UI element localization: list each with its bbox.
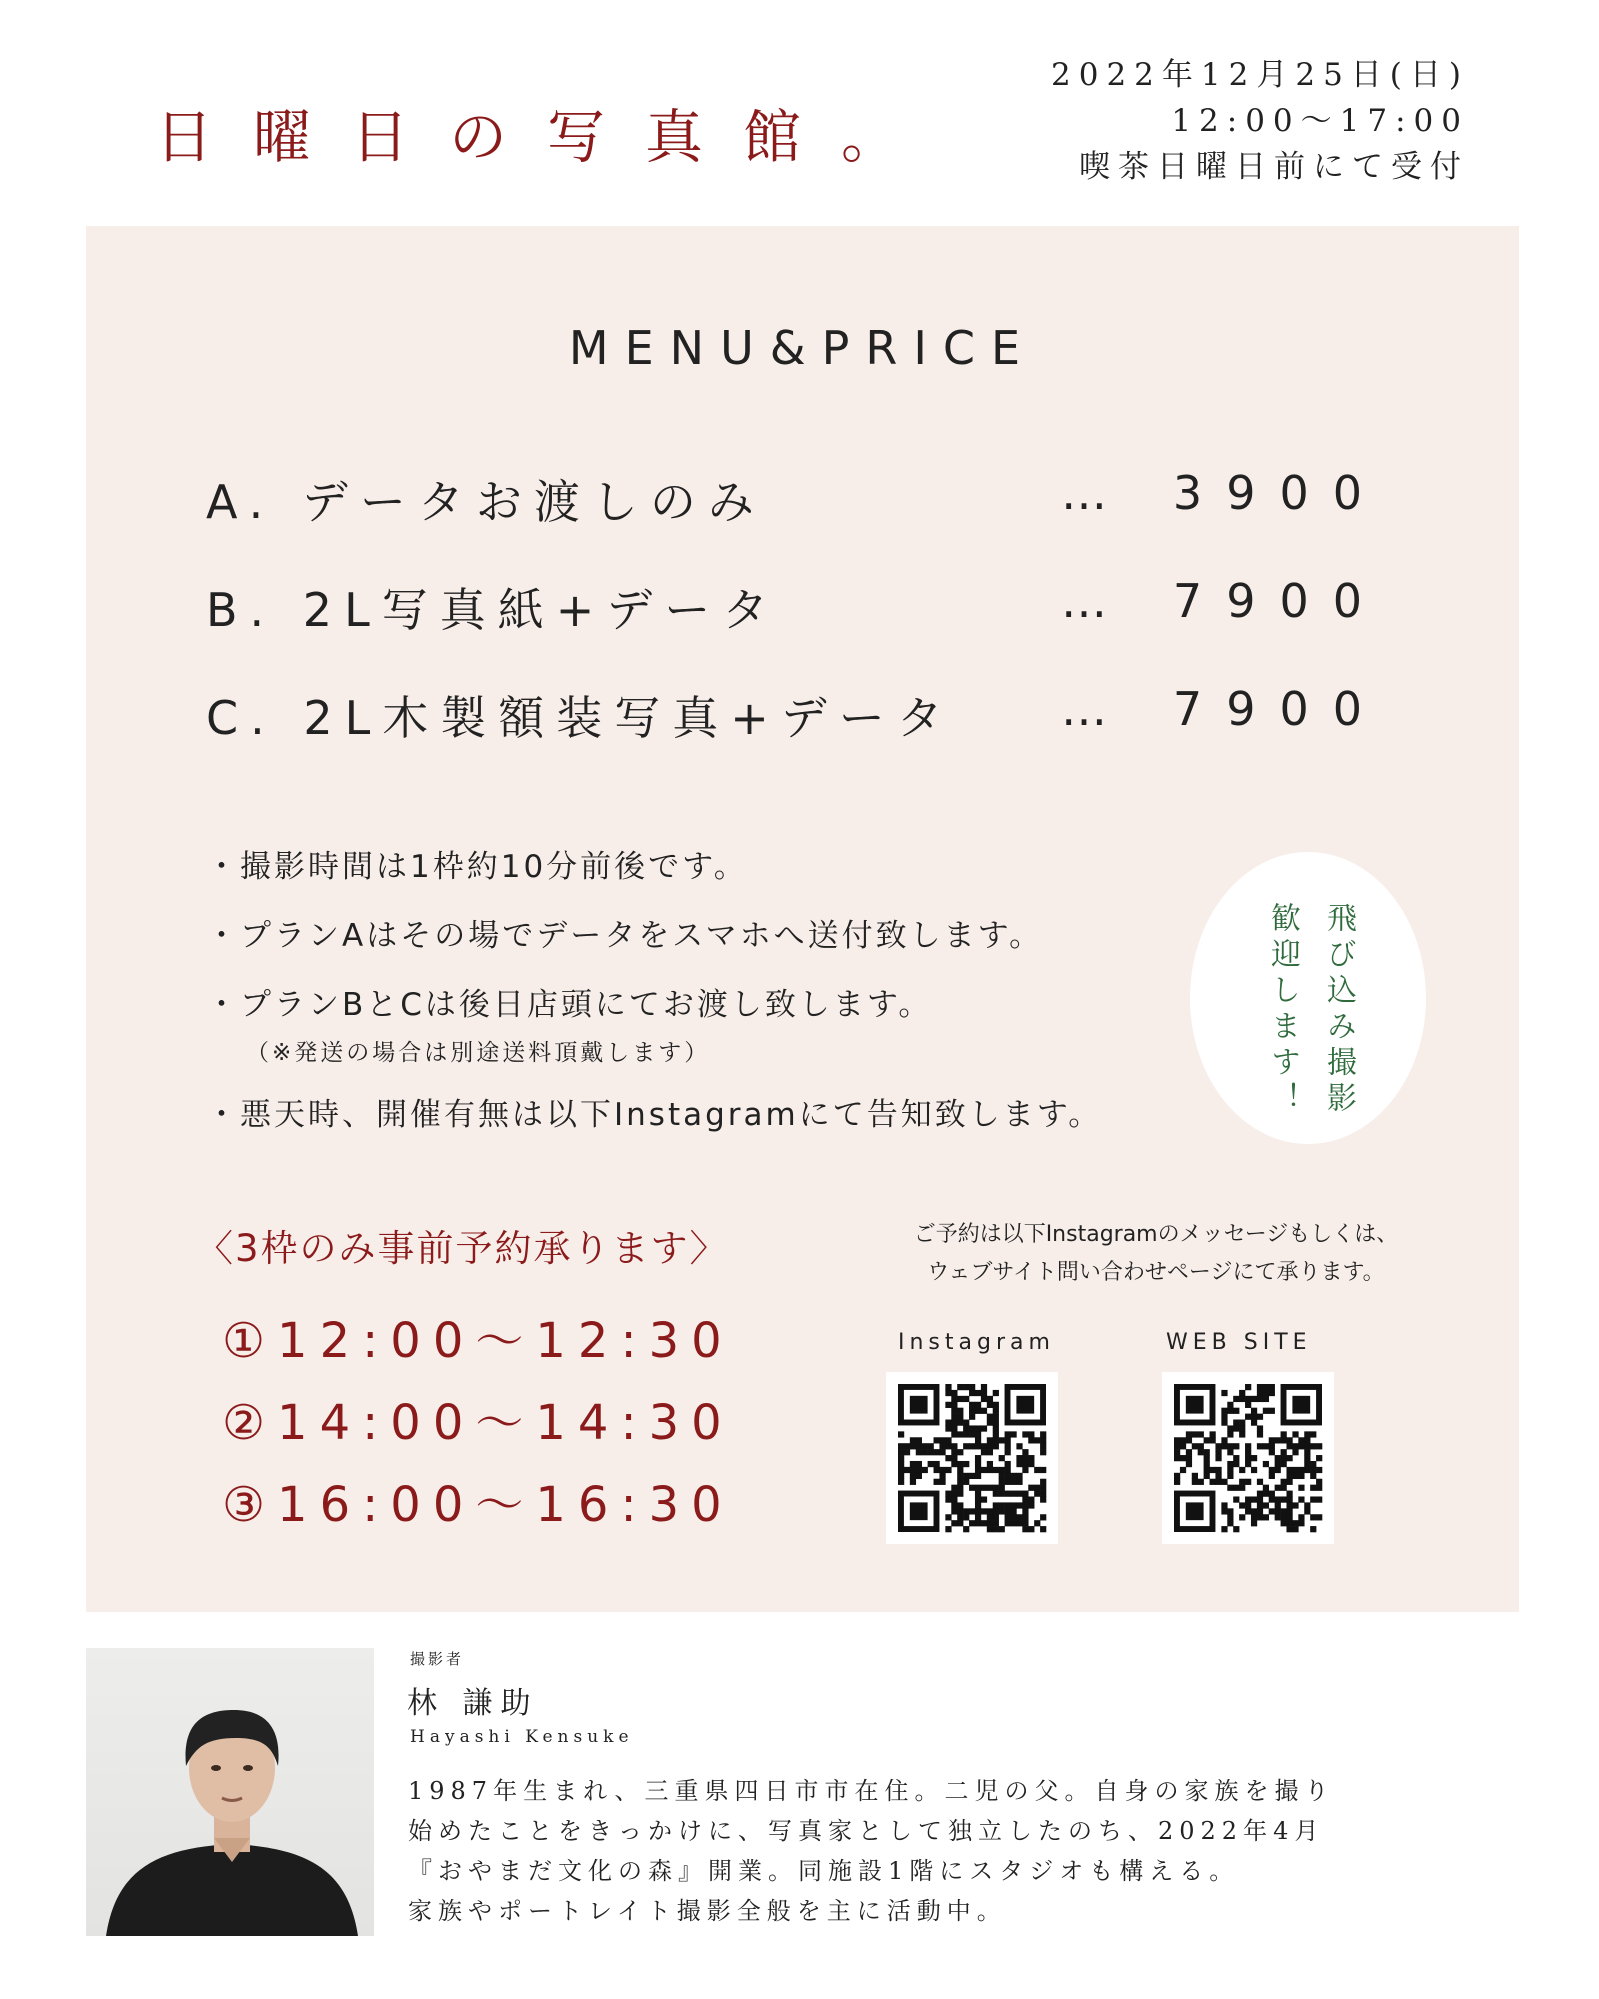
instagram-label: Instagram	[898, 1330, 1055, 1355]
bubble-line-1: 飛び込み撮影	[1321, 902, 1356, 1118]
note-item: ・プランBとCは後日店頭にてお渡し致します。	[206, 987, 933, 1023]
menu-item-dots: …	[1061, 682, 1109, 736]
menu-item-label: C. 2L木製額装写真+データ	[206, 691, 955, 745]
contact-line: ご予約は以下Instagramのメッセージもしくは、	[913, 1222, 1399, 1247]
menu-item-dots: …	[1061, 466, 1109, 520]
photographer-bio	[408, 1771, 1518, 1931]
qr-code-icon	[1162, 1372, 1334, 1544]
menu-item-b	[206, 574, 1386, 637]
event-time: 12:00〜17:00	[1171, 103, 1469, 139]
reservation-title: 〈3枠のみ事前予約承ります〉	[196, 1227, 729, 1270]
bio-line: 家族やポートレイト撮影全般を主に活動中。	[408, 1897, 1007, 1925]
notes-list	[206, 841, 1102, 1158]
menu-item-price: 7900	[1172, 682, 1386, 736]
website-label: WEB SITE	[1166, 1330, 1312, 1355]
event-date: 2022年12月25日(日)	[1051, 57, 1469, 93]
bio-line: 『おやまだ文化の森』開業。同施設1階にスタジオも構える。	[408, 1857, 1240, 1885]
menu-item-label: A. データお渡しのみ	[206, 475, 766, 529]
menu-item-price: 3900	[1172, 466, 1386, 520]
menu-heading: MENU&PRICE	[568, 321, 1037, 375]
website-qr-code[interactable]	[1162, 1372, 1334, 1544]
menu-panel	[86, 226, 1519, 1612]
qr-code-icon	[886, 1372, 1058, 1544]
photographer-photo	[86, 1648, 374, 1936]
note-subitem: （※発送の場合は別途送料頂戴します）	[246, 1040, 711, 1066]
contact-line: ウェブサイト問い合わせページにて承ります。	[927, 1260, 1385, 1285]
bio-line: 始めたことをきっかけに、写真家として独立したのち、2022年4月	[408, 1817, 1325, 1845]
menu-item-dots: …	[1061, 574, 1109, 628]
note-item: ・撮影時間は1枠約10分前後です。	[206, 849, 748, 885]
event-info	[1051, 52, 1469, 190]
portrait-image	[86, 1648, 374, 1936]
bubble-line-2: 歓迎します！	[1265, 902, 1300, 1118]
time-slot: ③16:00〜16:30	[222, 1477, 734, 1533]
time-slot: ①12:00〜12:30	[222, 1313, 734, 1369]
menu-item-c	[206, 682, 1386, 745]
time-slot: ②14:00〜14:30	[222, 1395, 734, 1451]
photographer-roman-name: Hayashi Kensuke	[410, 1727, 634, 1747]
photographer-role: 撮影者	[410, 1650, 465, 1668]
note-item: ・プランAはその場でデータをスマホへ送付致します。	[206, 918, 1044, 954]
photographer-name: 林 謙助	[407, 1686, 539, 1721]
bio-line: 1987年生まれ、三重県四日市市在住。二児の父。自身の家族を撮り	[408, 1777, 1335, 1805]
instagram-qr-code[interactable]	[886, 1372, 1058, 1544]
menu-item-label: B. 2L写真紙+データ	[206, 583, 781, 637]
note-item: ・悪天時、開催有無は以下Instagramにて告知致します。	[206, 1097, 1103, 1133]
menu-item-a	[206, 466, 1386, 529]
event-venue: 喫茶日曜日前にて受付	[1079, 149, 1469, 185]
menu-item-price: 7900	[1172, 574, 1386, 628]
walk-in-bubble	[1190, 852, 1426, 1144]
page-title: 日曜日の写真館。	[155, 103, 940, 171]
contact-note	[856, 1216, 1456, 1292]
